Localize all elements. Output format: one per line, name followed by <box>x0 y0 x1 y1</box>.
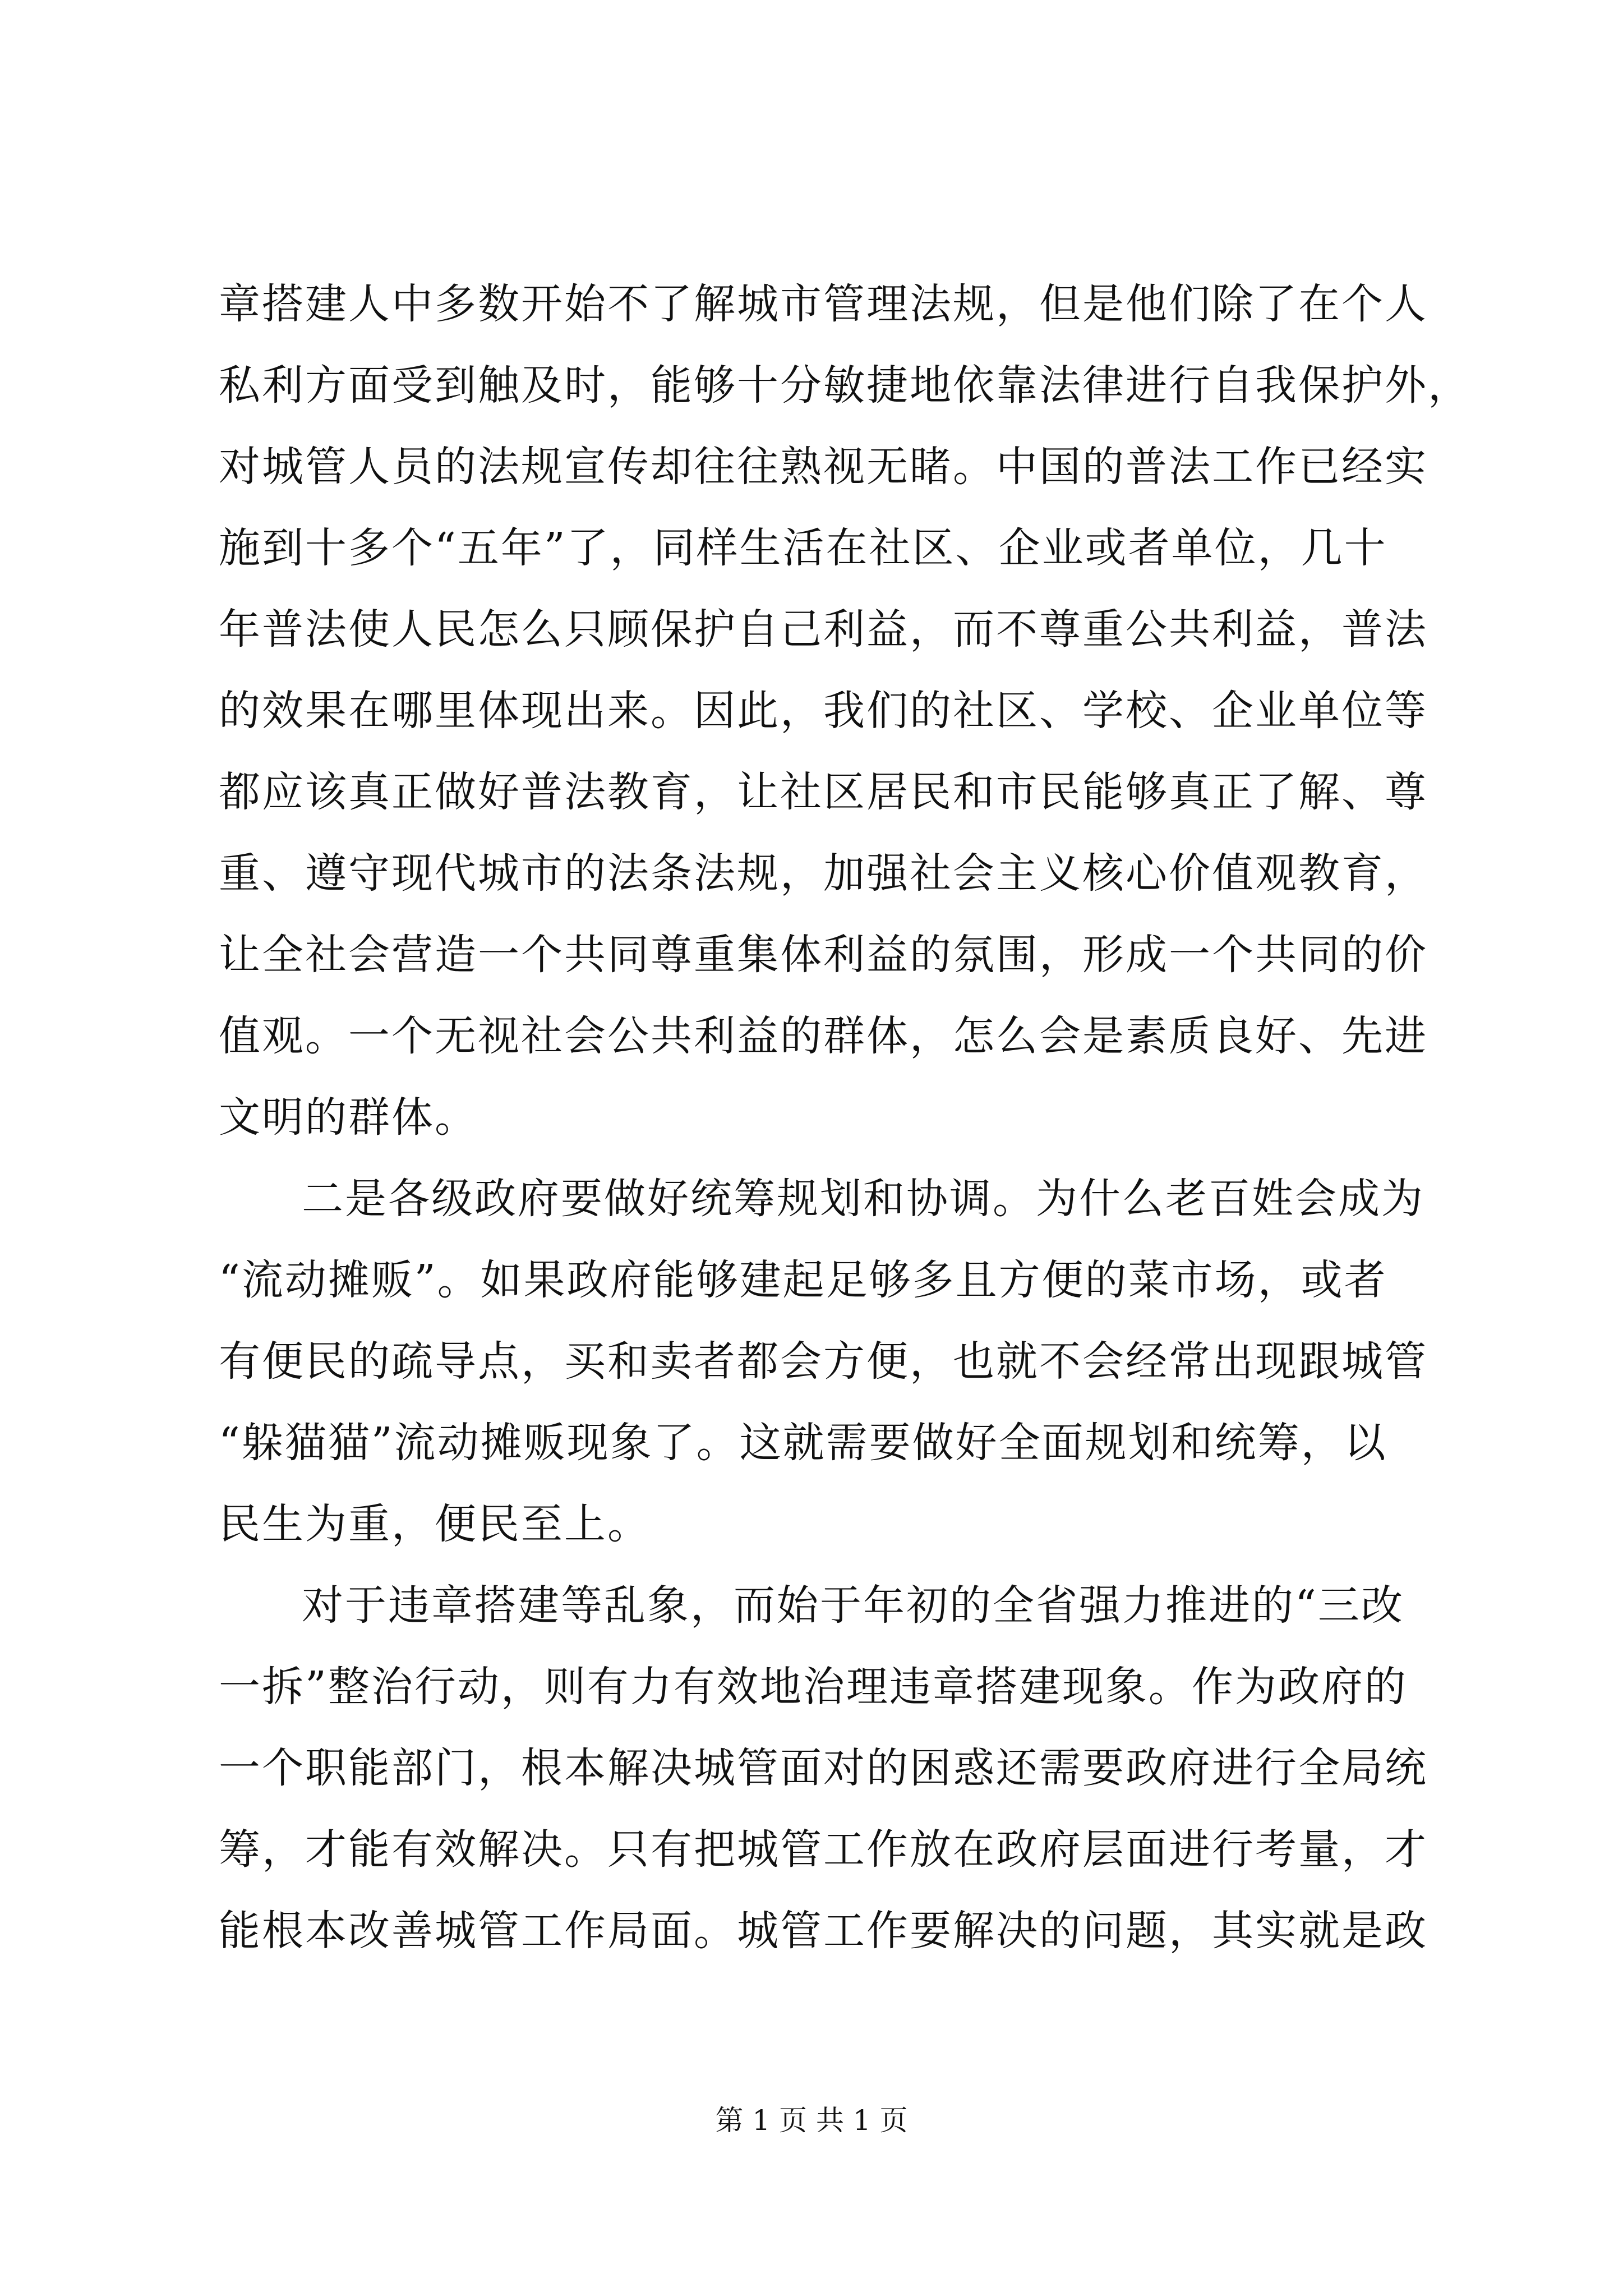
text-line-6: 的效果在哪里体现出来。因此，我们的社区、学校、企业单位等 <box>219 687 1428 735</box>
text-line-5: 年普法使人民怎么只顾保护自己利益，而不尊重公共利益，普法 <box>219 605 1428 654</box>
text-line-4: 施到十多个“五年”了，同样生活在社区、企业或者单位，几十 <box>219 524 1387 572</box>
text-line-2: 私利方面受到触及时，能够十分敏捷地依靠法律进行自我保护外， <box>219 361 1471 409</box>
body-text <box>219 264 1471 1972</box>
text-line-21: 能根本改善城管工作局面。城管工作要解决的问题，其实就是政 <box>219 1907 1428 1955</box>
text-line-11: 文明的群体。 <box>219 1093 478 1142</box>
text-line-12: 二是各级政府要做好统筹规划和协调。为什么老百姓会成为 <box>302 1175 1424 1223</box>
text-line-8: 重、遵守现代城市的法条法规，加强社会主义核心价值观教育， <box>219 849 1428 898</box>
page-number-label: 第 1 页 共 1 页 <box>715 2104 908 2137</box>
text-line-9: 让全社会营造一个共同尊重集体利益的氛围，形成一个共同的价 <box>219 931 1428 979</box>
text-line-7: 都应该真正做好普法教育，让社区居民和市民能够真正了解、尊 <box>219 768 1428 816</box>
text-line-14: 有便民的疏导点，买和卖者都会方便，也就不会经常出现跟城管 <box>219 1337 1428 1386</box>
text-line-1: 章搭建人中多数开始不了解城市管理法规，但是他们除了在个人 <box>219 280 1428 328</box>
page-footer <box>0 2101 1623 2140</box>
text-line-18: 一拆”整治行动，则有力有效地治理违章搭建现象。作为政府的 <box>219 1663 1408 1711</box>
text-line-15: “躲猫猫”流动摊贩现象了。这就需要做好全面规划和统筹，以 <box>219 1419 1387 1467</box>
text-line-19: 一个职能部门，根本解决城管面对的困惑还需要政府进行全局统 <box>219 1744 1428 1792</box>
text-line-16: 民生为重，便民至上。 <box>219 1500 651 1548</box>
text-line-17: 对于违章搭建等乱象，而始于年初的全省强力推进的“三改 <box>302 1581 1404 1630</box>
text-line-10: 值观。一个无视社会公共利益的群体，怎么会是素质良好、先进 <box>219 1012 1428 1060</box>
text-line-20: 筹，才能有效解决。只有把城管工作放在政府层面进行考量，才 <box>219 1825 1428 1874</box>
text-line-13: “流动摊贩”。如果政府能够建起足够多且方便的菜市场，或者 <box>219 1256 1387 1304</box>
text-line-3: 对城管人员的法规宣传却往往熟视无睹。中国的普法工作已经实 <box>219 443 1428 491</box>
